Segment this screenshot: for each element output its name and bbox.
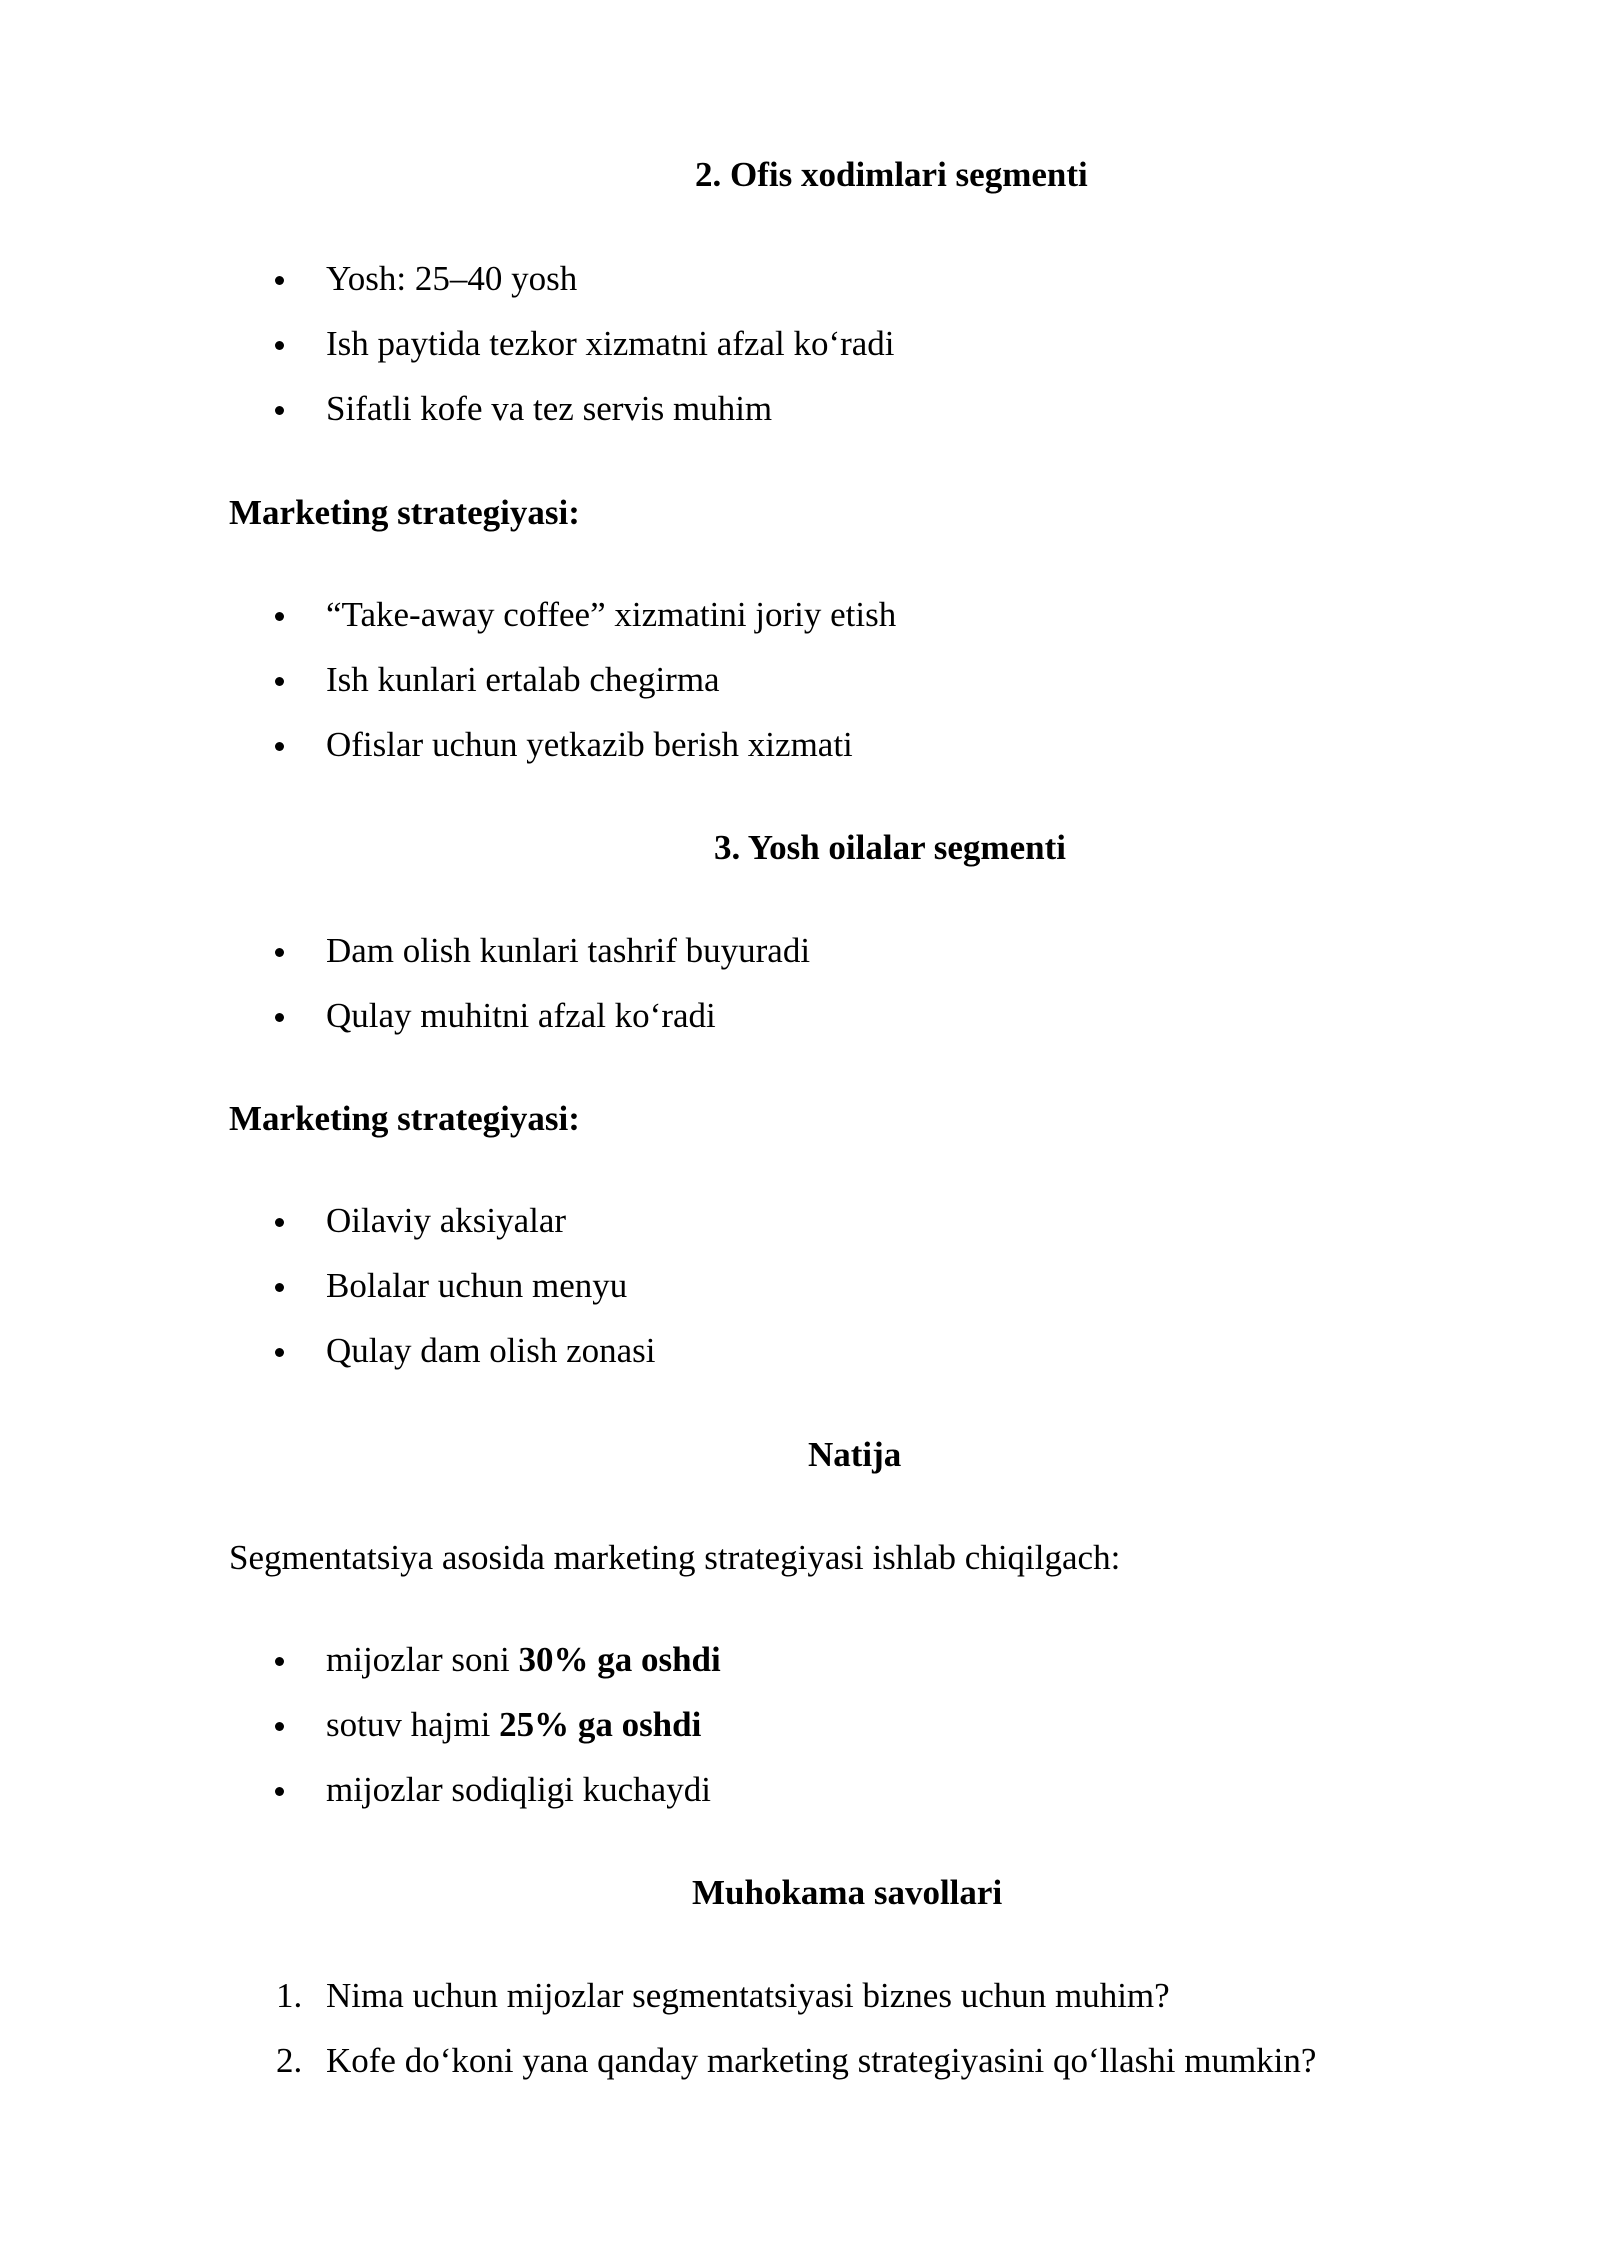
result-intro: Segmentatsiya asosida marketing strategiyasi ishlab chiqilgach:: [229, 1538, 1121, 1577]
bullet-icon: [275, 1722, 284, 1731]
bullet-icon: [275, 1013, 284, 1022]
document-page: 2. Ofis xodimlari segmenti Yosh: 25–40 yosh Ish paytida tezkor xizmatni afzal ko‘radi Sifatli kofe va tez servis muhim Marketing strategiyasi: “Take-away coffee” xizmatini joriy etish Ish kunlari ertalab chegirma Ofislar uchun yetkazib berish xizmati 3. Yosh oilalar segmenti Dam olish kunlari tashrif buyuradi Qulay muhitni afzal ko‘radi Marketing strategiyasi: Oilaviy aksiyalar Bolalar uchun menyu Qulay dam olish zonasi Natija Segmentatsiya asosida marketing strategiyasi ishlab chiqilgach: mijozlar soni 30% ga oshdi sotuv hajmi 25% ga oshdi mijozlar sodiqligi kuchaydi Muhokama savollari 1. Nima uchun mijozlar segmentatsiyasi biznes uchun muhim? 2. Kofe do‘koni yana qanday marketing strategiyasini qo‘llashi mumkin?: [0, 0, 1600, 2262]
bullet-icon: [275, 276, 284, 285]
bullet-icon: [275, 1348, 284, 1357]
section3-strategy-heading: Marketing strategiyasi:: [229, 1099, 580, 1138]
bullet-icon: [275, 948, 284, 957]
bullet-icon: [275, 1218, 284, 1227]
bullet-icon: [275, 1787, 284, 1796]
bullet-icon: [275, 1283, 284, 1292]
discussion-title: Muhokama savollari: [692, 1873, 1003, 1912]
bullet-icon: [275, 1657, 284, 1666]
bullet-icon: [275, 406, 284, 415]
bullet-icon: [275, 612, 284, 621]
section2-strategy-heading: Marketing strategiyasi:: [229, 493, 580, 532]
result-title: Natija: [808, 1435, 902, 1474]
section3-title: 3. Yosh oilalar segmenti: [714, 828, 1066, 867]
bullet-icon: [275, 341, 284, 350]
bullet-icon: [275, 677, 284, 686]
bullet-icon: [275, 742, 284, 751]
section2-title: 2. Ofis xodimlari segmenti: [695, 155, 1088, 194]
